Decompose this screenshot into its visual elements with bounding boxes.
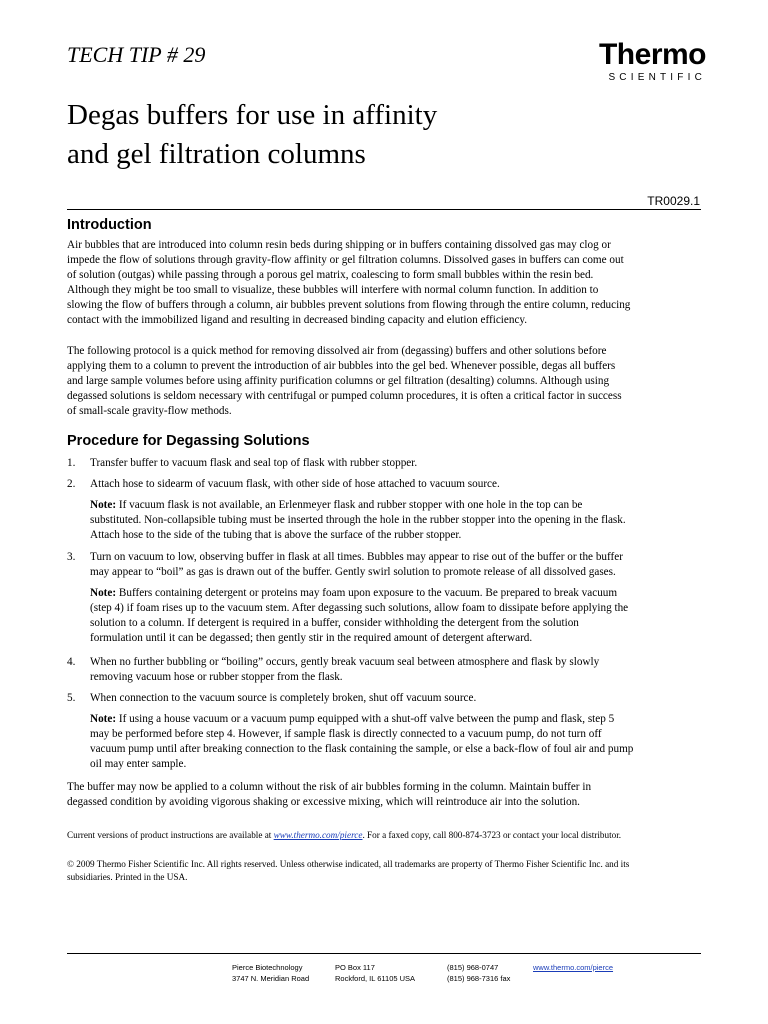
text-line: slowing the flow of buffers through a column, air bubbles prevent solutions from flowing through the entire column, reducing — [67, 299, 631, 311]
page-title — [67, 96, 587, 174]
notice-text: Current versions of product instructions are available at — [67, 830, 274, 840]
note-block — [90, 712, 703, 772]
step-number: 5. — [67, 692, 76, 704]
closing-paragraph — [67, 780, 703, 810]
step-text: Transfer buffer to vacuum flask and seal top of flask with rubber stopper. — [90, 457, 418, 469]
step-number: 2. — [67, 478, 76, 490]
text-line: The following protocol is a quick method for removing dissolved air from (degassing) buffers and other solutions before — [67, 345, 607, 357]
text-line: The buffer may now be applied to a column without the risk of air bubbles forming in the column. Maintain buffer in — [67, 781, 592, 793]
city-line: Rockford, IL 61105 USA — [335, 974, 416, 983]
copyright-line: subsidiaries. Printed in the USA. — [67, 872, 188, 882]
text-line: contact with the immobilized ligand and resulting in decreased binding capacity and elution efficiency. — [67, 314, 528, 326]
copyright-notice — [67, 858, 703, 884]
note-text: substituted. Non-collapsible tubing must be inserted through the hole in the rubber stopper into the opening in the flask. — [90, 514, 626, 526]
footer-divider — [67, 953, 701, 954]
note-text: Buffers containing detergent or proteins may foam upon exposure to the vacuum. Be prepared to break vacuum — [116, 587, 618, 599]
footer-company — [232, 962, 309, 984]
text-line: Air bubbles that are introduced into column resin beds during shipping or in buffers containing dissolved gas may clog or — [67, 239, 611, 251]
note-label: Note: — [90, 713, 117, 725]
note-text: solution to a column. If detergent is required in a buffer, consider withholding the detergent from the solution — [90, 617, 579, 629]
notice-text: . For a faxed copy, call 800-874-3723 or contact your local distributor. — [362, 830, 622, 840]
note-label: Note: — [90, 499, 117, 511]
intro-paragraph-2 — [67, 344, 703, 419]
footer-web — [533, 962, 613, 973]
logo-subtitle: SCIENTIFIC — [608, 72, 706, 83]
intro-paragraph-1 — [67, 238, 703, 328]
note-text: Attach hose to the side of the tubing that is above the surface of the rubber stopper. — [90, 529, 462, 541]
pierce-website-link[interactable]: www.thermo.com/pierce — [273, 830, 363, 840]
text-line: Although they might be too small to visualize, these bubbles will interfere with normal column function. In addition to — [67, 284, 599, 296]
note-text: formulation until it can be degassed; then gently stir in the required amount of detergent afterward. — [90, 632, 533, 644]
phone-number: (815) 968-0747 — [447, 963, 499, 972]
note-text: If using a house vacuum or a vacuum pump equipped with a shut-off valve between the pump and flask, step 5 — [116, 713, 615, 725]
step-text: may appear to “boil” as gas is drawn out of the buffer. Gently swirl solution to promote release of all dissolved gases. — [90, 566, 616, 578]
text-line: of small-scale gravity-flow methods. — [67, 405, 232, 417]
thermo-scientific-logo — [572, 40, 706, 83]
introduction-heading: Introduction — [67, 217, 152, 233]
fax-number: (815) 968-7316 fax — [447, 974, 511, 983]
document-number: TR0029.1 — [647, 194, 700, 208]
step-number: 3. — [67, 551, 76, 563]
note-label: Note: — [90, 587, 117, 599]
note-block — [90, 586, 703, 646]
text-line: and large sample volumes before using affinity purification columns or gel filtration (desalting) columns. Although using — [67, 375, 610, 387]
logo-wordmark: Thermo — [598, 38, 706, 71]
note-text: oil may enter sample. — [90, 758, 187, 770]
versions-notice — [67, 829, 703, 842]
company-address: 3747 N. Meridian Road — [232, 974, 310, 983]
text-line: applying them to a column to prevent the introduction of air bubbles into the gel bed. Whenever possible, degas all buffers — [67, 360, 616, 372]
step-text: Attach hose to sidearm of vacuum flask, with other side of hose attached to vacuum source. — [90, 478, 500, 490]
copyright-line: © 2009 Thermo Fisher Scientific Inc. All rights reserved. Unless otherwise indicated, all trademarks are property of Thermo Fisher Scientific Inc. and its — [67, 859, 630, 869]
text-line: impede the flow of solutions through gravity-flow affinity or gel filtration columns. Dissolved gases in buffers can come out — [67, 254, 624, 266]
note-text: (step 4) if foam rises up to the vacuum stem. After degassing such solutions, allow foam to dissipate before applying the — [90, 602, 629, 614]
title-line: Degas buffers for use in affinity — [67, 99, 438, 131]
note-text: If vacuum flask is not available, an Erlenmeyer flask and rubber stopper with one hole in the top can be — [116, 499, 583, 511]
footer-website-link[interactable]: www.thermo.com/pierce — [533, 963, 614, 972]
step-number: 1. — [67, 457, 76, 469]
procedure-heading: Procedure for Degassing Solutions — [67, 433, 310, 449]
footer-postal — [335, 962, 415, 984]
title-line: and gel filtration columns — [67, 138, 366, 170]
step-text: When no further bubbling or “boiling” occurs, gently break vacuum seal between atmosphere and flask by slowly — [90, 656, 600, 668]
step-text: When connection to the vacuum source is completely broken, shut off vacuum source. — [90, 692, 477, 704]
tech-tip-label: TECH TIP # 29 — [67, 42, 206, 67]
note-text: vacuum pump until after breaking connection to the flask containing the sample, or else a back-flow of foul air and pump — [90, 743, 634, 755]
step-text: removing vacuum hose or rubber stopper from the flask. — [90, 671, 343, 683]
footer-phone — [447, 962, 510, 984]
text-line: of solution (outgas) while passing through a porous gel matrix, coalescing to form small bubbles within the resin bed. — [67, 269, 594, 281]
note-block — [90, 498, 703, 543]
header-divider — [67, 209, 701, 210]
po-box: PO Box 117 — [335, 963, 375, 972]
note-text: may be performed before step 4. However, if sample flask is directly connected to a vacuum pump, do not turn off — [90, 728, 602, 740]
step-text: Turn on vacuum to low, observing buffer in flask at all times. Bubbles may appear to rise out of the buffer or the buffer — [90, 551, 623, 563]
text-line: degassed solutions is seldom necessary with centrifugal or pumped column procedures, it is often a critical factor in success — [67, 390, 622, 402]
text-line: degassed condition by avoiding vigorous shaking or excessive mixing, which will reintroduce air into the solution. — [67, 796, 580, 808]
step-number: 4. — [67, 656, 76, 668]
company-name: Pierce Biotechnology — [232, 963, 303, 972]
